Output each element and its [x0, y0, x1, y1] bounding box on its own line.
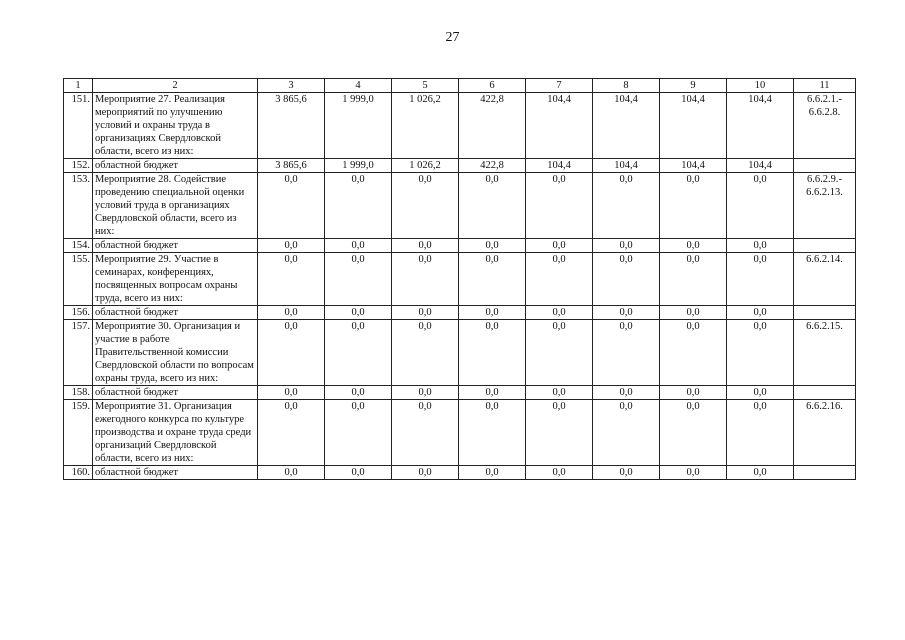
table-row: [64, 400, 856, 466]
row-name: областной бюджет: [93, 386, 258, 400]
row-code: 6.6.2.9.- 6.6.2.13.: [794, 173, 856, 239]
row-value: 0,0: [593, 320, 660, 386]
row-value: 1 999,0: [325, 93, 392, 159]
row-code: [794, 159, 856, 173]
row-value: 0,0: [459, 320, 526, 386]
row-value: 0,0: [325, 173, 392, 239]
row-value: 0,0: [593, 386, 660, 400]
row-value: 0,0: [325, 466, 392, 480]
row-code: [794, 386, 856, 400]
table-row: [64, 239, 856, 253]
row-value: 0,0: [526, 400, 593, 466]
row-value: 0,0: [660, 173, 727, 239]
column-header: 10: [727, 79, 794, 93]
row-value: 0,0: [325, 239, 392, 253]
row-value: 0,0: [258, 386, 325, 400]
row-value: 0,0: [526, 253, 593, 306]
row-value: 0,0: [258, 320, 325, 386]
row-value: 0,0: [459, 253, 526, 306]
row-value: 0,0: [325, 400, 392, 466]
row-value: 3 865,6: [258, 159, 325, 173]
row-value: 0,0: [526, 386, 593, 400]
row-value: 104,4: [593, 159, 660, 173]
row-number: 160.: [64, 466, 93, 480]
row-name: областной бюджет: [93, 466, 258, 480]
column-header: 1: [64, 79, 93, 93]
row-value: 0,0: [459, 400, 526, 466]
row-value: 0,0: [392, 386, 459, 400]
row-value: 0,0: [727, 320, 794, 386]
row-value: 0,0: [325, 320, 392, 386]
row-name: Мероприятие 28. Содействие проведению специальной оценки условий труда в организациях Свердловской области, всего из них:: [93, 173, 258, 239]
row-value: 0,0: [392, 466, 459, 480]
row-value: 1 026,2: [392, 93, 459, 159]
row-value: 0,0: [392, 306, 459, 320]
budget-table: [63, 78, 856, 480]
row-value: 0,0: [526, 239, 593, 253]
row-value: 0,0: [593, 306, 660, 320]
column-header: 6: [459, 79, 526, 93]
row-number: 159.: [64, 400, 93, 466]
row-name: областной бюджет: [93, 239, 258, 253]
table-row: [64, 386, 856, 400]
row-value: 0,0: [258, 306, 325, 320]
row-value: 0,0: [258, 239, 325, 253]
row-value: 0,0: [258, 253, 325, 306]
row-number: 153.: [64, 173, 93, 239]
row-code: [794, 466, 856, 480]
row-value: 422,8: [459, 159, 526, 173]
row-value: 0,0: [593, 173, 660, 239]
row-value: 104,4: [526, 159, 593, 173]
row-name: Мероприятие 29. Участие в семинарах, конференциях, посвященных вопросам охраны труда, всего из них:: [93, 253, 258, 306]
header-row: [64, 79, 856, 93]
row-value: 0,0: [593, 239, 660, 253]
row-value: 0,0: [459, 466, 526, 480]
row-value: 0,0: [459, 386, 526, 400]
row-value: 0,0: [325, 386, 392, 400]
row-number: 158.: [64, 386, 93, 400]
row-value: 0,0: [459, 173, 526, 239]
row-value: 0,0: [526, 173, 593, 239]
row-value: 104,4: [526, 93, 593, 159]
row-value: 0,0: [392, 173, 459, 239]
row-value: 0,0: [325, 253, 392, 306]
row-code: 6.6.2.15.: [794, 320, 856, 386]
row-name: Мероприятие 31. Организация ежегодного конкурса по культуре производства и охране труда среди организаций Свердловской области, всего из них:: [93, 400, 258, 466]
row-number: 155.: [64, 253, 93, 306]
row-value: 0,0: [660, 306, 727, 320]
table-row: [64, 320, 856, 386]
table-row: [64, 159, 856, 173]
column-header: 3: [258, 79, 325, 93]
row-value: 0,0: [258, 400, 325, 466]
column-header: 5: [392, 79, 459, 93]
row-value: 0,0: [660, 386, 727, 400]
row-value: 0,0: [660, 466, 727, 480]
row-value: 104,4: [593, 93, 660, 159]
row-value: 0,0: [459, 306, 526, 320]
row-value: 0,0: [526, 320, 593, 386]
row-value: 0,0: [392, 400, 459, 466]
row-code: [794, 239, 856, 253]
table-row: [64, 173, 856, 239]
row-number: 157.: [64, 320, 93, 386]
row-value: 104,4: [727, 159, 794, 173]
row-value: 0,0: [727, 386, 794, 400]
table-row: [64, 93, 856, 159]
column-header: 4: [325, 79, 392, 93]
row-value: 0,0: [459, 239, 526, 253]
row-name: Мероприятие 30. Организация и участие в работе Правительственной комиссии Свердловской области по вопросам охраны труда, всего из них:: [93, 320, 258, 386]
page-number: 27: [445, 30, 460, 45]
row-value: 0,0: [727, 306, 794, 320]
row-value: 104,4: [727, 93, 794, 159]
row-name: областной бюджет: [93, 306, 258, 320]
row-number: 154.: [64, 239, 93, 253]
row-value: 0,0: [392, 239, 459, 253]
row-value: 422,8: [459, 93, 526, 159]
row-value: 104,4: [660, 159, 727, 173]
row-value: 0,0: [258, 466, 325, 480]
row-value: 3 865,6: [258, 93, 325, 159]
row-value: 0,0: [660, 320, 727, 386]
row-code: 6.6.2.1.- 6.6.2.8.: [794, 93, 856, 159]
table-row: [64, 466, 856, 480]
row-value: 0,0: [258, 173, 325, 239]
column-header: 2: [93, 79, 258, 93]
row-value: 0,0: [660, 253, 727, 306]
row-value: 0,0: [660, 400, 727, 466]
row-value: 1 999,0: [325, 159, 392, 173]
row-value: 0,0: [727, 173, 794, 239]
row-value: 0,0: [593, 466, 660, 480]
row-value: 0,0: [526, 306, 593, 320]
row-value: 0,0: [392, 320, 459, 386]
row-value: 0,0: [727, 466, 794, 480]
row-code: 6.6.2.16.: [794, 400, 856, 466]
table-row: [64, 253, 856, 306]
row-code: 6.6.2.14.: [794, 253, 856, 306]
table-row: [64, 306, 856, 320]
row-value: 0,0: [593, 253, 660, 306]
column-header: 8: [593, 79, 660, 93]
column-header: 11: [794, 79, 856, 93]
column-header: 9: [660, 79, 727, 93]
row-value: 0,0: [660, 239, 727, 253]
row-value: 0,0: [727, 239, 794, 253]
row-value: 104,4: [660, 93, 727, 159]
row-number: 156.: [64, 306, 93, 320]
row-value: 0,0: [392, 253, 459, 306]
row-number: 152.: [64, 159, 93, 173]
row-value: 0,0: [526, 466, 593, 480]
row-value: 0,0: [727, 253, 794, 306]
row-value: 0,0: [325, 306, 392, 320]
row-value: 0,0: [727, 400, 794, 466]
row-number: 151.: [64, 93, 93, 159]
row-name: Мероприятие 27. Реализация мероприятий по улучшению условий и охраны труда в организациях Свердловской области, всего из них:: [93, 93, 258, 159]
row-name: областной бюджет: [93, 159, 258, 173]
row-value: 1 026,2: [392, 159, 459, 173]
row-code: [794, 306, 856, 320]
column-header: 7: [526, 79, 593, 93]
row-value: 0,0: [593, 400, 660, 466]
